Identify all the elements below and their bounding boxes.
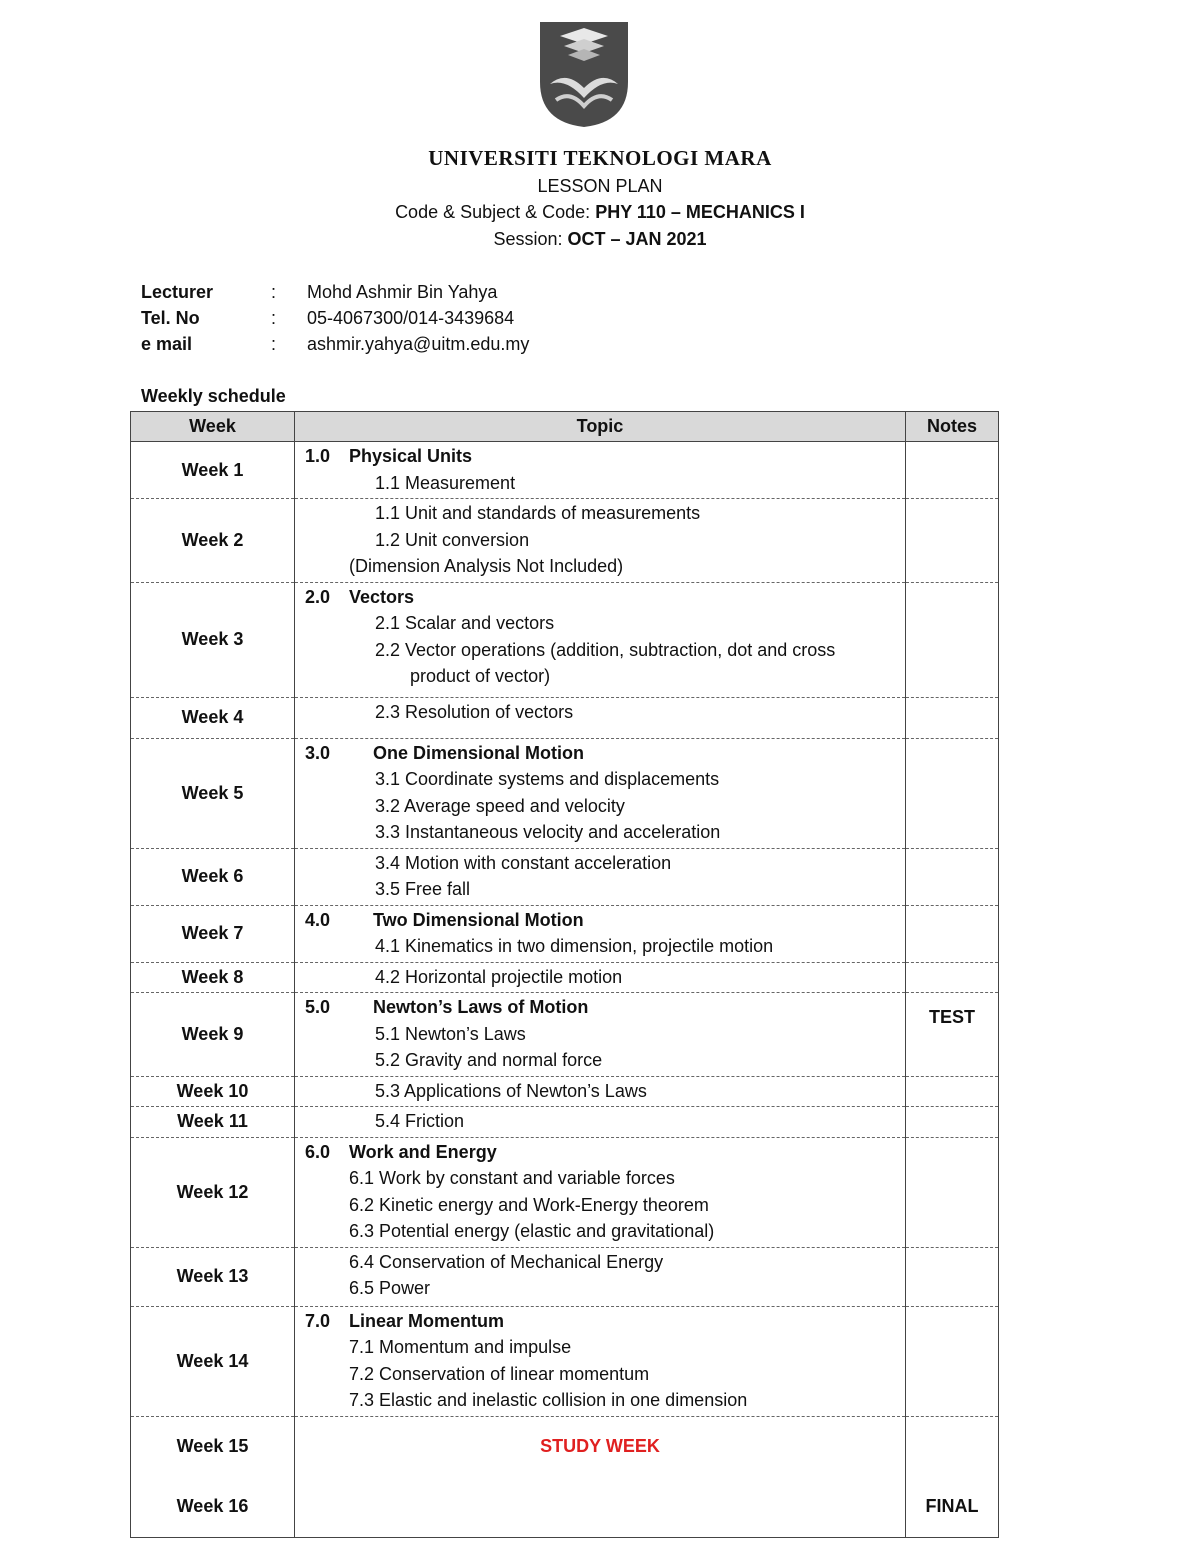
week-cell: Week 14 <box>131 1306 295 1416</box>
topic-title: Work and Energy <box>349 1141 497 1162</box>
topic-cell <box>295 582 906 697</box>
topic-cell <box>295 848 906 905</box>
subtopic-line: 3.1 Coordinate systems and displacements <box>375 769 720 789</box>
topic-header: Topic <box>295 412 906 442</box>
topic-title: Vectors <box>349 586 415 607</box>
week-cell: Week 8 <box>131 962 295 993</box>
notes-cell <box>906 1137 999 1247</box>
subtopic-line: 6.1 Work by constant and variable forces <box>349 1168 675 1188</box>
topic-heading <box>305 740 905 767</box>
lecturer-label: Lecturer <box>141 282 214 302</box>
subtopic-line: 1.2 Unit conversion <box>375 529 530 550</box>
topic-cell <box>295 905 906 962</box>
week-header: Week <box>131 412 295 442</box>
email-address: ashmir.yahya@uitm.edu.my <box>307 334 530 354</box>
notes-cell <box>906 697 999 738</box>
topic-cell <box>295 1107 906 1138</box>
table-row <box>131 1107 999 1138</box>
topic-number: 6.0 <box>305 1141 331 1162</box>
subtopic-line: 5.2 Gravity and normal force <box>375 1050 603 1070</box>
notes-cell <box>906 1416 999 1537</box>
topic-heading <box>305 994 905 1021</box>
document-type: LESSON PLAN <box>537 176 663 196</box>
topic-cell <box>295 697 906 738</box>
week-cell: Week 6 <box>131 848 295 905</box>
lecturer-name: Mohd Ashmir Bin Yahya <box>307 282 498 302</box>
subtopic-line: 2.3 Resolution of vectors <box>375 701 574 722</box>
notes-cell <box>906 1306 999 1416</box>
subtopic-line: 7.1 Momentum and impulse <box>349 1337 572 1357</box>
code-label: Code & Subject & Code: <box>395 202 596 222</box>
subtopic-line: 7.2 Conservation of linear momentum <box>349 1363 650 1384</box>
week-cell: Week 7 <box>131 905 295 962</box>
topic-cell <box>295 499 906 583</box>
table-row <box>131 738 999 848</box>
week-cell: Week 2 <box>131 499 295 583</box>
subtopic-line: 2.2 Vector operations (addition, subtraction, dot and cross <box>375 639 836 660</box>
topic-heading <box>305 1139 905 1166</box>
subtopic-line: 4.1 Kinematics in two dimension, projectile motion <box>375 936 774 956</box>
topic-number: 3.0 <box>305 742 331 763</box>
table-row <box>131 848 999 905</box>
schedule-header-row <box>131 412 999 442</box>
subject-code-line <box>0 202 1200 223</box>
uitm-logo <box>540 22 628 127</box>
subtopic-line: 6.3 Potential energy (elastic and gravitational) <box>349 1221 715 1241</box>
subtopic-line: product of vector) <box>410 666 551 686</box>
topic-number: 2.0 <box>305 586 331 607</box>
tel-number: 05-4067300/014-3439684 <box>307 308 515 328</box>
week-cell: Week 5 <box>131 738 295 848</box>
topic-cell <box>295 1076 906 1107</box>
table-row <box>131 1247 999 1306</box>
subtopic-line: 6.5 Power <box>349 1278 431 1298</box>
week-cell: Week 9 <box>131 993 295 1077</box>
notes-cell <box>906 442 999 499</box>
subtopic-line: 1.1 Unit and standards of measurements <box>375 503 701 523</box>
subtopic-line: 3.4 Motion with constant acceleration <box>375 852 672 873</box>
final-note: FINAL <box>925 1495 979 1516</box>
topic-number: 5.0 <box>305 997 331 1017</box>
session-value: OCT – JAN 2021 <box>567 229 707 249</box>
notes-cell <box>906 962 999 993</box>
subtopic-line: 6.2 Kinetic energy and Work-Energy theorem <box>349 1194 709 1215</box>
table-row <box>131 1137 999 1247</box>
code-value: PHY 110 – MECHANICS I <box>595 202 805 222</box>
notes-cell <box>906 582 999 697</box>
schedule-table <box>130 411 999 1538</box>
subtopic-line: 7.3 Elastic and inelastic collision in one dimension <box>349 1390 748 1410</box>
week-16-label: Week 16 <box>176 1495 249 1516</box>
week-cell: Week 3 <box>131 582 295 697</box>
subtopic-line: 4.2 Horizontal projectile motion <box>375 966 623 987</box>
table-row <box>131 442 999 499</box>
university-name: UNIVERSITI TEKNOLOGI MARA <box>428 146 772 170</box>
table-row <box>131 905 999 962</box>
notes-cell <box>906 848 999 905</box>
session-line <box>0 229 1200 250</box>
week-cell <box>131 1416 295 1537</box>
subtopic-line: (Dimension Analysis Not Included) <box>349 556 624 576</box>
topic-cell <box>295 1247 906 1306</box>
subtopic-line: 5.3 Applications of Newton’s Laws <box>375 1080 647 1101</box>
email-label: e mail <box>141 334 193 354</box>
week-cell: Week 1 <box>131 442 295 499</box>
subtopic-line: 5.1 Newton’s Laws <box>375 1023 526 1044</box>
study-week-label: STUDY WEEK <box>540 1435 660 1456</box>
separator: : <box>271 334 277 354</box>
topic-heading <box>305 1308 905 1335</box>
separator: : <box>271 282 277 302</box>
week-cell: Week 12 <box>131 1137 295 1247</box>
notes-header: Notes <box>906 412 999 442</box>
topic-title: Linear Momentum <box>349 1310 505 1331</box>
notes-cell <box>906 1247 999 1306</box>
topic-title: Newton’s Laws of Motion <box>373 997 589 1017</box>
week-cell: Week 4 <box>131 697 295 738</box>
table-row <box>131 993 999 1077</box>
notes-cell <box>906 499 999 583</box>
notes-cell <box>906 738 999 848</box>
tel-label: Tel. No <box>141 308 200 328</box>
schedule-title: Weekly schedule <box>141 386 286 406</box>
note-text: TEST <box>928 1007 975 1027</box>
week-cell: Week 11 <box>131 1107 295 1138</box>
topic-cell <box>295 962 906 993</box>
schedule-body <box>131 442 999 1538</box>
subtopic-line: 6.4 Conservation of Mechanical Energy <box>349 1251 664 1272</box>
table-row <box>131 1076 999 1107</box>
topic-cell <box>295 1416 906 1537</box>
table-row <box>131 962 999 993</box>
topic-cell <box>295 1137 906 1247</box>
topic-heading <box>305 907 905 934</box>
topic-number: 4.0 <box>305 909 331 930</box>
topic-title: Physical Units <box>349 446 473 466</box>
notes-cell <box>906 1107 999 1138</box>
session-label: Session: <box>493 229 568 249</box>
table-row <box>131 499 999 583</box>
week-cell: Week 10 <box>131 1076 295 1107</box>
week-15-label: Week 15 <box>176 1435 249 1456</box>
topic-title: Two Dimensional Motion <box>373 909 584 930</box>
topic-number: 1.0 <box>305 446 331 466</box>
topic-number: 7.0 <box>305 1310 331 1331</box>
subtopic-line: 3.5 Free fall <box>375 879 471 899</box>
notes-cell <box>906 993 999 1077</box>
table-row <box>131 1416 999 1537</box>
notes-cell <box>906 905 999 962</box>
subtopic-line: 3.2 Average speed and velocity <box>375 795 625 816</box>
topic-heading <box>305 584 905 611</box>
subtopic-line: 2.1 Scalar and vectors <box>375 613 555 633</box>
table-row <box>131 582 999 697</box>
week-cell: Week 13 <box>131 1247 295 1306</box>
topic-cell <box>295 993 906 1077</box>
topic-title: One Dimensional Motion <box>373 742 585 763</box>
subtopic-line: 1.1 Measurement <box>375 472 516 493</box>
subtopic-line: 3.3 Instantaneous velocity and acceleration <box>375 822 721 842</box>
table-row <box>131 697 999 738</box>
topic-cell <box>295 442 906 499</box>
topic-cell <box>295 1306 906 1416</box>
notes-cell <box>906 1076 999 1107</box>
topic-heading <box>305 443 905 470</box>
separator: : <box>271 308 277 328</box>
table-row <box>131 1306 999 1416</box>
subtopic-line: 5.4 Friction <box>375 1111 465 1131</box>
topic-cell <box>295 738 906 848</box>
